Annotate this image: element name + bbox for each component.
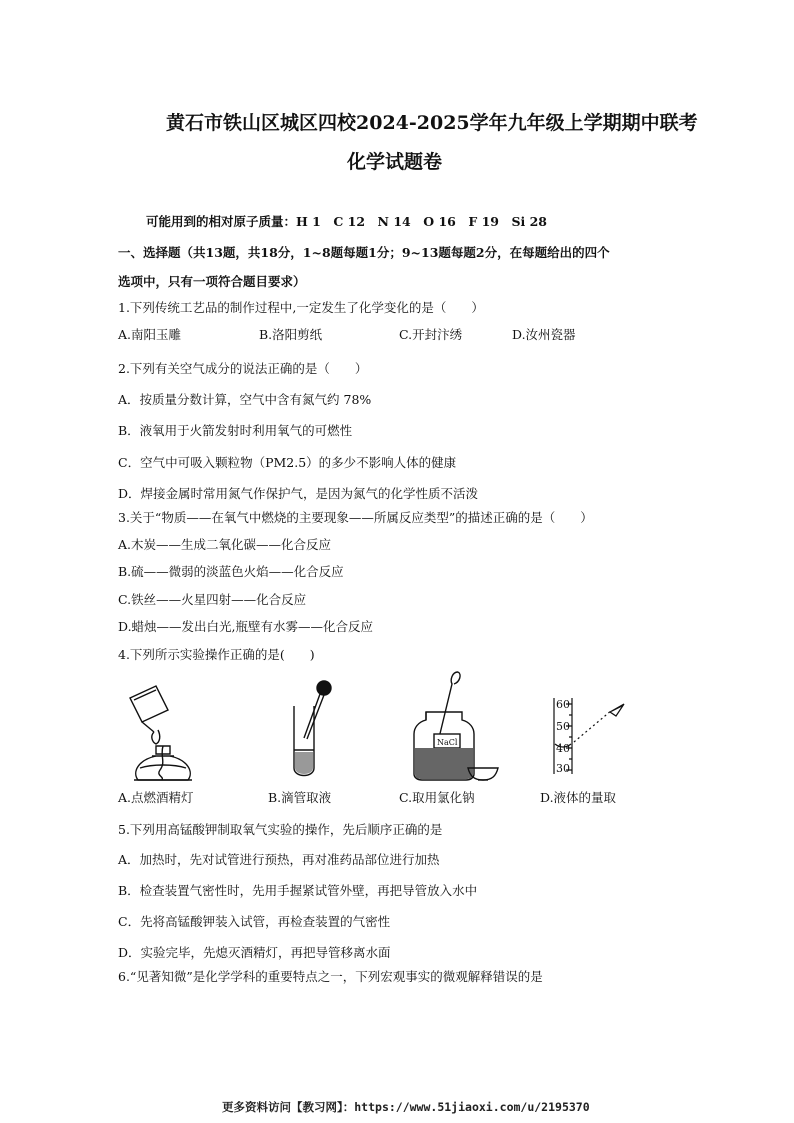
- question-5-option-c: C．先将高锰酸钾装入试管，再检查装置的气密性: [118, 914, 391, 929]
- question-5-option-b: B．检查装置气密性时，先用手握紧试管外壁，再把导管放入水中: [118, 883, 478, 898]
- question-3-option-c: C.铁丝——火星四射——化合反应: [118, 592, 307, 607]
- question-3-stem: 3.关于“物质——在氧气中燃烧的主要现象——所属反应类型”的描述正确的是（ ）: [118, 510, 593, 525]
- question-2-option-c: C．空气中可吸入颗粒物（PM2.5）的多少不影响人体的健康: [118, 455, 457, 470]
- question-3-option-d: D.蜡烛——发出白光,瓶壁有水雾——化合反应: [118, 619, 374, 634]
- alcohol-lamp-figure: [126, 684, 206, 784]
- section-heading: 一、选择题（共13题，共18分，1~8题每题1分；9~13题每题2分，在每题给出的四个: [118, 245, 610, 260]
- question-1-option-b: B.洛阳剪纸: [259, 327, 323, 342]
- question-4-option-c: C.取用氯化钠: [399, 790, 475, 805]
- question-2-option-a: A．按质量分数计算，空气中含有氮气约 78%: [118, 392, 372, 407]
- atomic-masses: 可能用到的相对原子质量：H 1 C 12 N 14 O 16 F 19 Si 28: [146, 214, 548, 229]
- question-6-stem: 6.“见著知微”是化学学科的重要特点之一，下列宏观事实的微观解释错误的是: [118, 969, 543, 984]
- nacl-label: NaCl: [437, 738, 458, 747]
- page-title-line2: 化学试题卷: [347, 151, 443, 173]
- sodium-chloride-jar-figure: [412, 670, 502, 784]
- question-5-stem: 5.下列用高锰酸钾制取氧气实验的操作，先后顺序正确的是: [118, 822, 443, 837]
- footer-link[interactable]: 更多资料访问【教习网】：https://www.51jiaoxi.com/u/2195370: [222, 1100, 590, 1114]
- question-4-stem: 4.下列所示实验操作正确的是( ): [118, 647, 315, 662]
- cylinder-tick-40: 40: [556, 742, 570, 755]
- cylinder-tick-30: 30: [556, 762, 570, 775]
- question-3-option-b: B.硫——微弱的淡蓝色火焰——化合反应: [118, 564, 344, 579]
- dropper-test-tube-figure: [284, 680, 334, 784]
- question-1-stem: 1.下列传统工艺品的制作过程中,一定发生了化学变化的是（ ）: [118, 300, 484, 315]
- question-2-option-d: D．焊接金属时常用氮气作保护气，是因为氮气的化学性质不活泼: [118, 486, 479, 501]
- question-1-option-a: A.南阳玉雕: [118, 327, 182, 342]
- question-5-option-d: D．实验完毕，先熄灭酒精灯，再把导管移离水面: [118, 945, 391, 960]
- question-2-stem: 2.下列有关空气成分的说法正确的是（ ）: [118, 361, 368, 376]
- page-title-line1: 黄石市铁山区城区四校2024-2025学年九年级上学期期中联考: [166, 112, 698, 134]
- section-heading-cont: 选项中，只有一项符合题目要求）: [118, 274, 306, 289]
- question-1-option-c: C.开封汴绣: [399, 327, 463, 342]
- cylinder-tick-60: 60: [556, 698, 570, 711]
- question-1-option-d: D.汝州瓷器: [512, 327, 576, 342]
- question-5-option-a: A．加热时，先对试管进行预热，再对准药品部位进行加热: [118, 852, 440, 867]
- question-2-option-b: B．液氧用于火箭发射时利用氧气的可燃性: [118, 423, 353, 438]
- question-4-option-b: B.滴管取液: [268, 790, 332, 805]
- graduated-cylinder-figure: [552, 696, 632, 778]
- question-4-option-d: D.液体的量取: [540, 790, 617, 805]
- question-3-option-a: A.木炭——生成二氧化碳——化合反应: [118, 537, 332, 552]
- cylinder-tick-50: 50: [556, 720, 570, 733]
- question-4-option-a: A.点燃酒精灯: [118, 790, 194, 805]
